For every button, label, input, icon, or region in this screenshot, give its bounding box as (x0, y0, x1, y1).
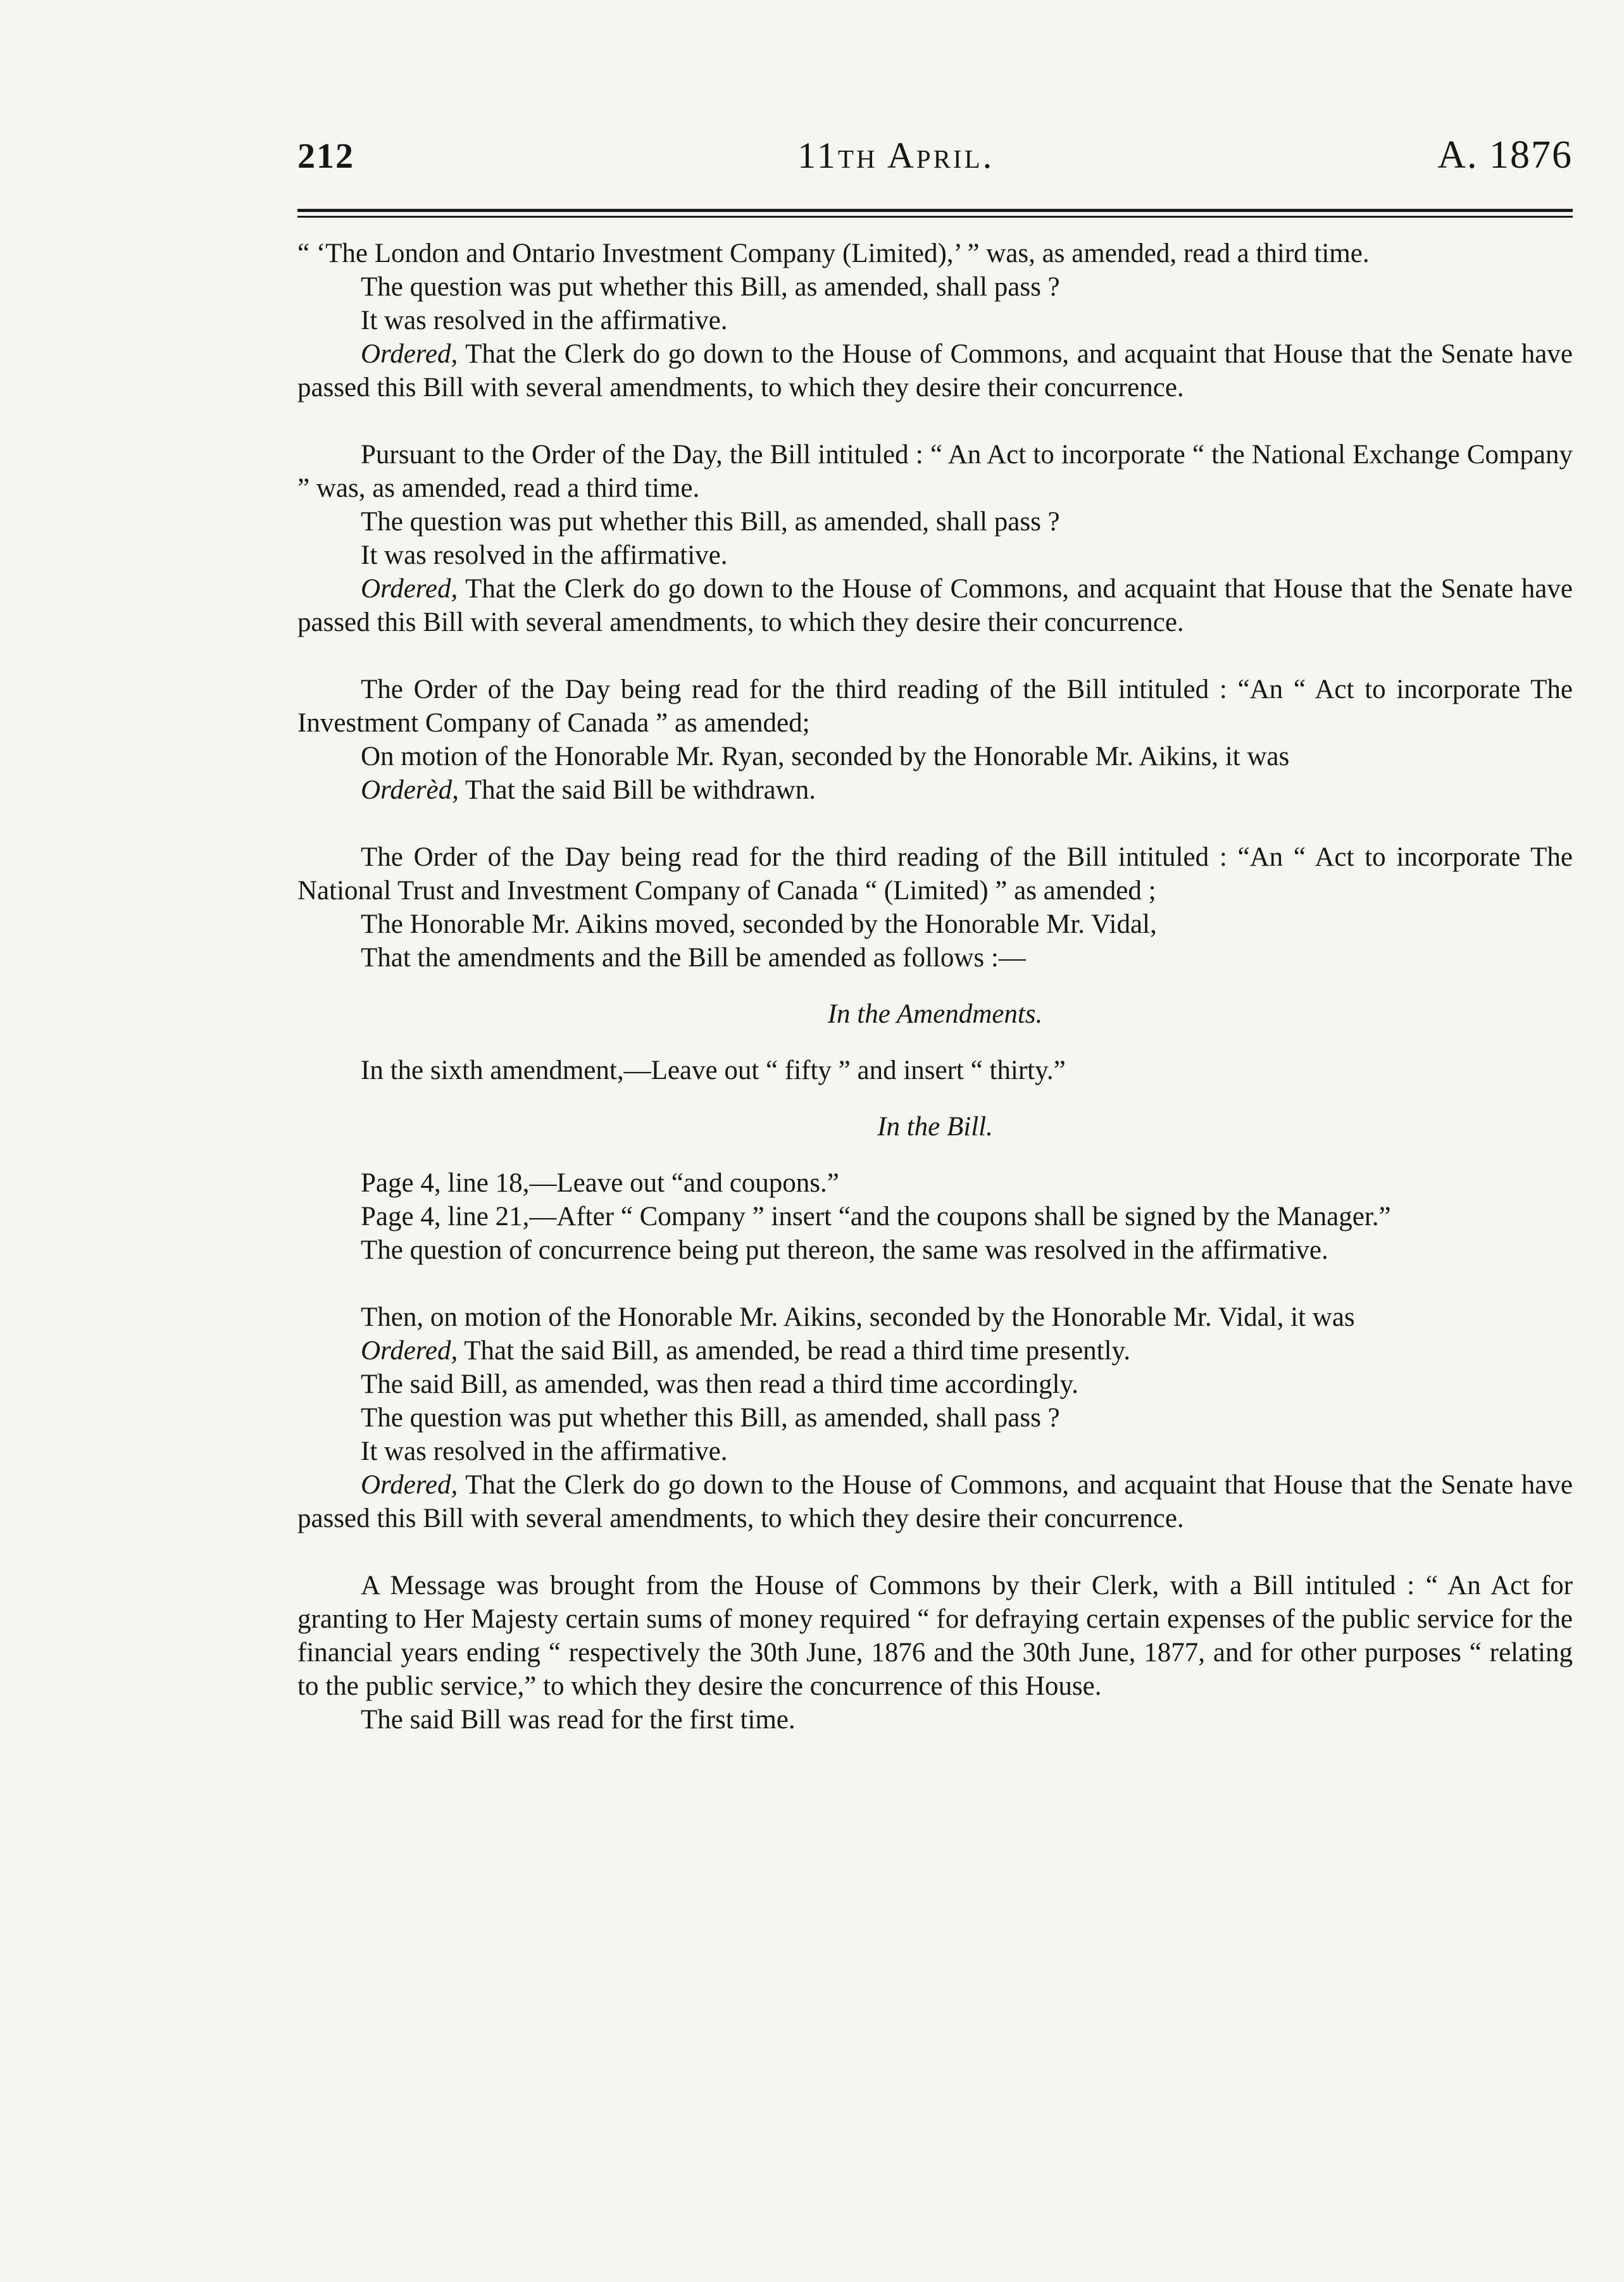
paragraph: “ ‘The London and Ontario Investment Company (Limited),’ ” was, as amended, read a third time. (297, 239, 1370, 268)
page-header (297, 133, 1573, 184)
paragraph-gap (297, 807, 1573, 840)
document-page (297, 133, 1573, 1736)
paragraph-gap (297, 1535, 1573, 1569)
paragraph-text: That the said Bill be withdrawn. (465, 775, 816, 805)
page-number: 212 (297, 137, 354, 176)
ordered-paragraph (297, 1334, 1573, 1368)
indented-line: The Honorable Mr. Aikins moved, seconded by the Honorable Mr. Vidal, (361, 909, 1157, 939)
indented-line: The question was put whether this Bill, as amended, shall pass ? (361, 272, 1060, 302)
ordered-paragraph (297, 572, 1573, 639)
paragraph-text: That the said Bill, as amended, be read a third time presently. (464, 1336, 1131, 1366)
paragraph: Then, on motion of the Honorable Mr. Aikins, seconded by the Honorable Mr. Vidal, it was (361, 1302, 1355, 1332)
paragraph: The Order of the Day being read for the third reading of the Bill intituled : “An “ Act to incorporate The National Trust and Investment Company of Canada “ (Limited) ” as amended ; (297, 842, 1573, 906)
indented-line: The question was put whether this Bill, as amended, shall pass ? (361, 507, 1060, 537)
paragraph-gap (297, 1267, 1573, 1300)
indented-line: The said Bill was read for the first time. (361, 1705, 796, 1735)
paragraph-gap (297, 1144, 1573, 1166)
ordered-lead: Orderèd, (361, 775, 459, 805)
ordered-paragraph (297, 773, 1573, 807)
ordered-lead: Ordered, (361, 1470, 458, 1500)
section-heading: In the Bill. (877, 1112, 993, 1142)
paragraph-text: That the Clerk do go down to the House of Commons, and acquaint that House that the Senate have passed this Bill with several amendments, to which they desire their concurrence. (297, 339, 1573, 402)
indented-line: It was resolved in the affirmative. (361, 540, 728, 570)
paragraph-gap (297, 975, 1573, 997)
paragraph: On motion of the Honorable Mr. Ryan, seconded by the Honorable Mr. Aikins, it was (361, 742, 1290, 771)
indented-line: The said Bill, as amended, was then read a third time accordingly. (361, 1369, 1078, 1399)
paragraph-text: That the Clerk do go down to the House of Commons, and acquaint that House that the Senate have passed this Bill with several amendments, to which they desire their concurrence. (297, 574, 1573, 637)
section-heading: In the Amendments. (827, 999, 1043, 1029)
paragraph: The question of concurrence being put thereon, the same was resolved in the affirmative. (361, 1235, 1328, 1265)
ordered-paragraph (297, 1468, 1573, 1535)
indented-line: It was resolved in the affirmative. (361, 306, 728, 335)
indented-line: In the sixth amendment,—Leave out “ fifty ” and insert “ thirty.” (361, 1056, 1066, 1085)
paragraph: Page 4, line 21,—After “ Company ” insert “and the coupons shall be signed by the Manager.” (361, 1202, 1391, 1231)
indented-line: The question was put whether this Bill, as amended, shall pass ? (361, 1403, 1060, 1433)
paragraph-gap (297, 1031, 1573, 1054)
indented-line: That the amendments and the Bill be amended as follows :— (361, 943, 1026, 973)
paragraph-gap (297, 404, 1573, 438)
ordered-lead: Ordered, (361, 339, 458, 369)
paragraph: A Message was brought from the House of Commons by their Clerk, with a Bill intituled : “ An Act for granting to Her Majesty certain sums of money required “ for defraying certain expenses of the public service for the financial years ending “ respectively the 30th June, 1876 and the 30th June, 1877, and for other purposes “ relating to the public service,” to which they desire the concurrence of this House. (297, 1571, 1573, 1701)
ordered-paragraph (297, 337, 1573, 404)
paragraph-gap (297, 639, 1573, 673)
document-body (297, 237, 1573, 1736)
header-date: 11th April. (797, 135, 995, 176)
indented-line: Page 4, line 18,—Leave out “and coupons.” (361, 1168, 839, 1198)
paragraph: The Order of the Day being read for the third reading of the Bill intituled : “An “ Act to incorporate The Investment Company of Canada ” as amended; (297, 675, 1573, 738)
header-rule (297, 209, 1573, 218)
paragraph-gap (297, 1087, 1573, 1110)
paragraph-text: That the Clerk do go down to the House of Commons, and acquaint that House that the Senate have passed this Bill with several amendments, to which they desire their concurrence. (297, 1470, 1573, 1533)
ordered-lead: Ordered, (361, 574, 458, 604)
paragraph: Pursuant to the Order of the Day, the Bill intituled : “ An Act to incorporate “ the National Exchange Company ” was, as amended, read a third time. (297, 440, 1573, 503)
indented-line: It was resolved in the affirmative. (361, 1437, 728, 1466)
ordered-lead: Ordered, (361, 1336, 458, 1366)
header-year: A. 1876 (1437, 134, 1573, 177)
